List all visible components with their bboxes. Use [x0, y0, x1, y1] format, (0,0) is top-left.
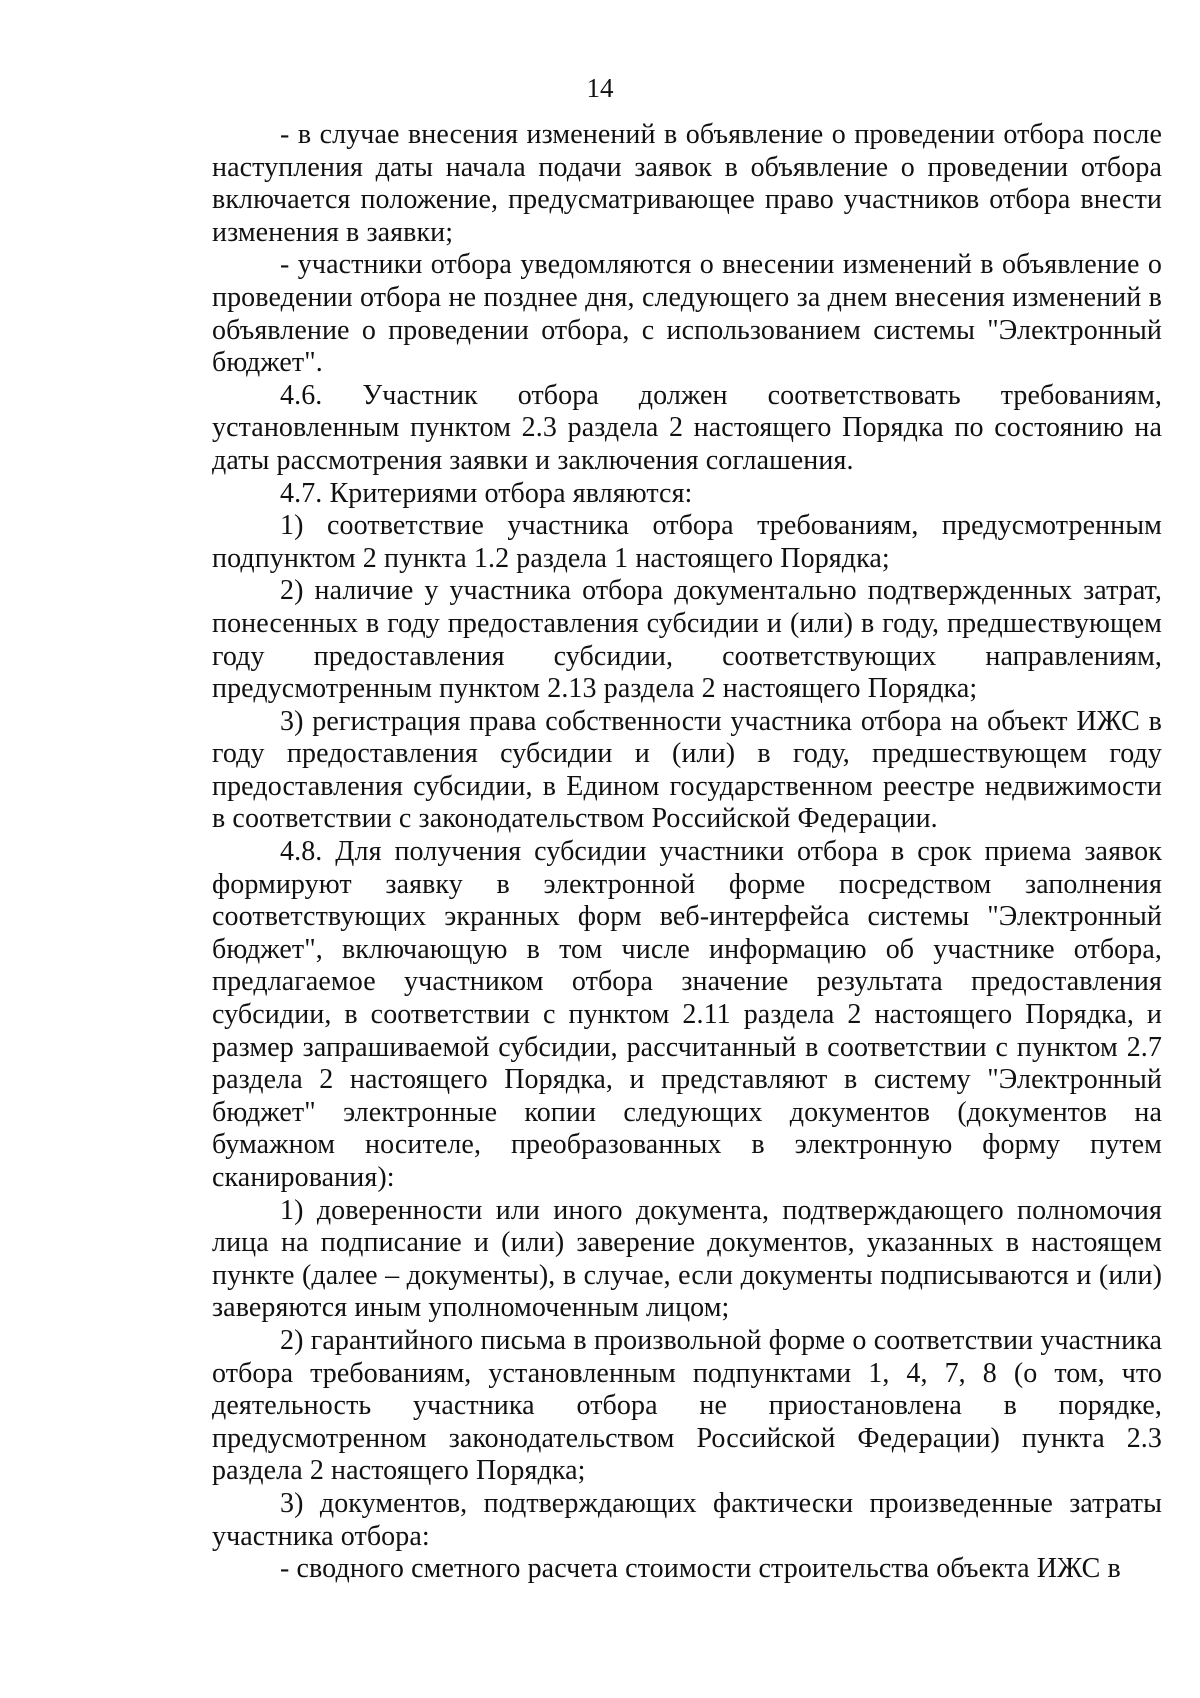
paragraph-4-8-item-2: 2) гарантийного письма в произвольной форме о соответствии участника отбора требованиям, установленным подпунктами 1, 4, 7, 8 (о том, что деятельность участника отбора не приостановлена в порядке, предусмотренном законодательством Российской Федерации) пункта 2.3 раздела 2 настоящего Порядка; — [212, 1324, 1162, 1487]
paragraph-4-7-item-2: 2) наличие у участника отбора документально подтвержденных затрат, понесенных в году предоставления субсидии и (или) в году, предшествующем году предоставления субсидии, соответствующих направлениям, предусмотренным пунктом 2.13 раздела 2 настоящего Порядка; — [212, 575, 1162, 705]
page-number: 14 — [586, 73, 614, 103]
paragraph-changes-in-announcement: - в случае внесения изменений в объявление о проведении отбора после наступления даты начала подачи заявок в объявление о проведении отбора включается положение, предусматривающее право участников отбора внести изменения в заявки; — [212, 119, 1162, 248]
paragraph-4-7-item-1: 1) соответствие участника отбора требованиям, предусмотренным подпунктом 2 пункта 1.2 раздела 1 настоящего Порядка; — [212, 510, 1162, 574]
paragraph-4-7: 4.7. Критериями отбора являются: — [280, 477, 693, 509]
paragraph-4-8-item-1: 1) доверенности или иного документа, подтверждающего полномочия лица на подписание и (или) заверение документов, указанных в настоящем пункте (далее – документы), в случае, если документы подписываются и (или) заверяются иным уполномоченным лицом; — [212, 1194, 1162, 1324]
paragraph-4-8-item-3: 3) документов, подтверждающих фактически произведенные затраты участника отбора: — [212, 1487, 1162, 1552]
document-body — [212, 119, 1162, 1586]
paragraph-4-6: 4.6. Участник отбора должен соответствовать требованиям, установленным пунктом 2.3 раздела 2 настоящего Порядка по состоянию на даты рассмотрения заявки и заключения соглашения. — [212, 379, 1162, 476]
paragraph-4-7-item-3: 3) регистрация права собственности участника отбора на объект ИЖС в году предоставления субсидии и (или) в году, предшествующем году предоставления субсидии, в Едином государственном реестре недвижимости в соответствии с законодательством Российской Федерации. — [212, 705, 1162, 835]
paragraph-4-8: 4.8. Для получения субсидии участники отбора в срок приема заявок формируют заявку в электронной форме посредством заполнения соответствующих экранных форм веб-интерфейса системы "Электронный бюджет", включающую в том числе информацию об участнике отбора, предлагаемое участником отбора значение результата предоставления субсидии, в соответствии с пунктом 2.11 раздела 2 настоящего Порядка, и размер запрашиваемой субсидии, рассчитанный в соответствии с пунктом 2.7 раздела 2 настоящего Порядка, и представляют в систему "Электронный бюджет" электронные копии следующих документов (документов на бумажном носителе, преобразованных в электронную форму путем сканирования): — [212, 836, 1162, 1193]
paragraph-participants-notified: - участники отбора уведомляются о внесении изменений в объявление о проведении отбора не позднее дня, следующего за днем внесения изменений в объявление о проведении отбора, с использованием системы "Электронный бюджет". — [212, 249, 1162, 379]
paragraph-summary-estimate: - сводного сметного расчета стоимости строительства объекта ИЖС в — [280, 1553, 1121, 1585]
